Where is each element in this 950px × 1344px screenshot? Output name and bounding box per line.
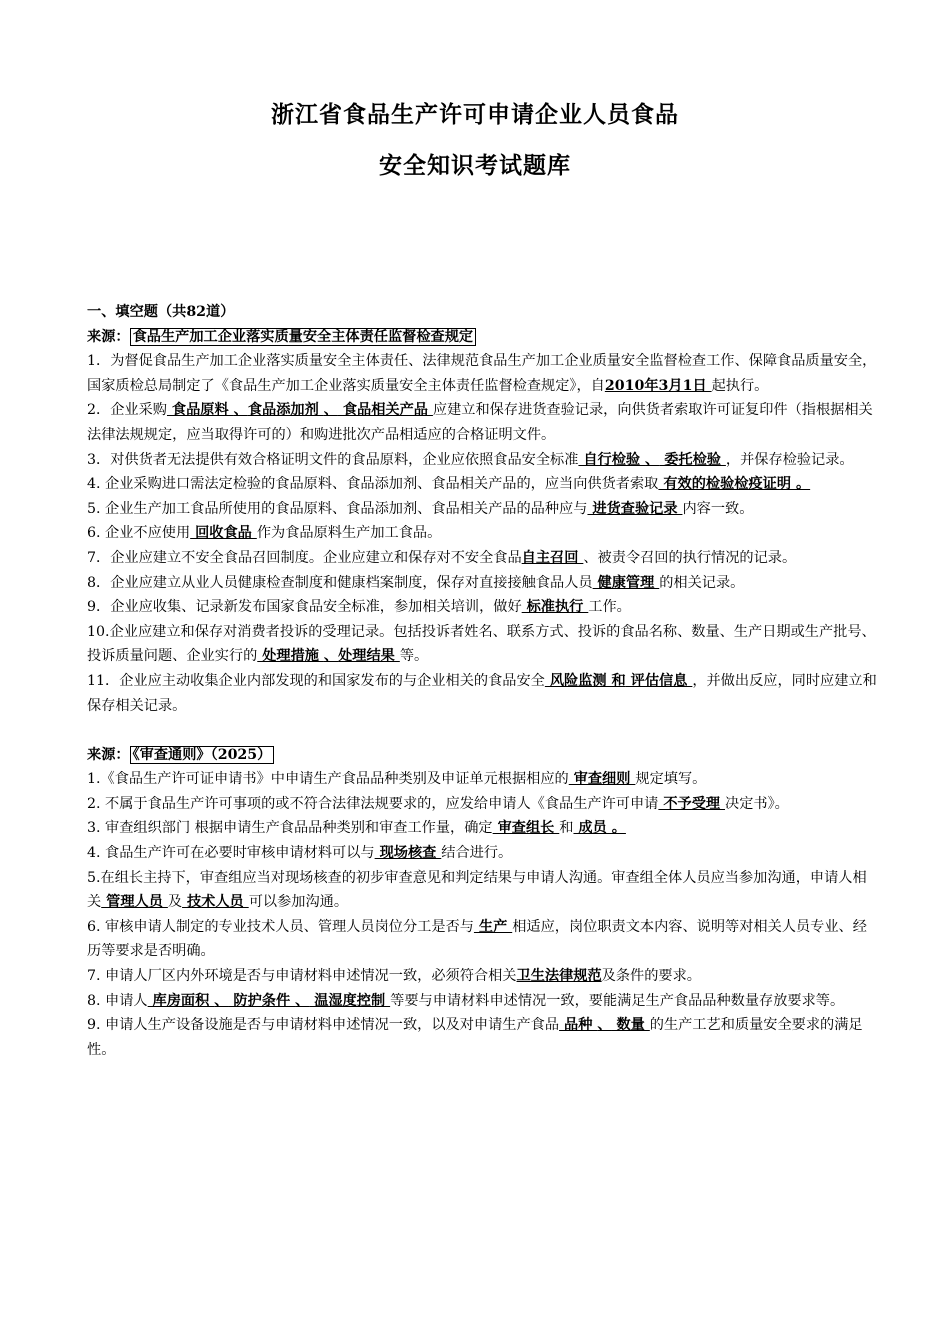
answer-blank: 、 bbox=[233, 402, 248, 419]
answer-blank: 健康管理 bbox=[592, 574, 660, 591]
question-text: ，并做出反应，同时应建立和保存相关记录。 bbox=[87, 672, 877, 714]
question-text: 10.企业应建立和保存对消费者投诉的受理记录。包括投诉者姓名、联系方式、投诉的食品名称、数量、生产日期或生产批号、投诉质量问题、企业实行的 bbox=[87, 623, 876, 665]
question-item bbox=[87, 866, 877, 915]
question-item bbox=[87, 521, 877, 546]
answer-blank: 和 bbox=[611, 672, 626, 689]
question-text: 1.《食品生产许可证申请书》中申请生产食品品种类别及申证单元根据相应的 bbox=[87, 771, 569, 788]
question-text: 5.在组长主持下，审查组应当对现场核查的初步审查意见和判定结果与申请人沟通。审查组全体人员应当参加沟通，申请人相关 bbox=[87, 869, 867, 911]
section-gap bbox=[87, 718, 877, 743]
question-item bbox=[87, 620, 877, 669]
question-text: 2. 不属于食品生产许可事项的或不符合法律法规要求的，应发给申请人《食品生产许可申请 bbox=[87, 795, 659, 812]
question-text: 7. 申请人厂区内外环境是否与申请材料申述情况一致，必须符合相关 bbox=[87, 968, 517, 985]
question-item bbox=[87, 595, 877, 620]
question-item bbox=[87, 472, 877, 497]
question-text: 的相关记录。 bbox=[659, 574, 745, 591]
question-text: 等。 bbox=[399, 648, 429, 665]
question-item bbox=[87, 792, 877, 817]
answer-blank: 管理人员 bbox=[101, 894, 168, 911]
answer-blank: 审查组长 bbox=[492, 820, 560, 837]
question-text: ，并保存检验记录。 bbox=[725, 451, 854, 468]
question-text: 内容一致。 bbox=[682, 500, 754, 517]
question-item bbox=[87, 571, 877, 596]
question-text: 3. 审查组织部门 根据申请生产食品品种类别和审查工作量，确定 bbox=[87, 820, 493, 837]
question-text: 9. 申请人生产设备设施是否与申请材料申述情况一致，以及对申请生产食品 bbox=[87, 1017, 560, 1034]
question-text: 相适应，岗位职责文本内容、说明等对相关人员专业、经历等要求是否明确。 bbox=[87, 918, 867, 960]
answer-blank: 防护条件 bbox=[228, 992, 296, 1009]
question-text: 决定书》。 bbox=[725, 795, 789, 812]
answer-blank: 、 bbox=[323, 402, 338, 419]
source-box: 《审查通则》（2025） bbox=[130, 746, 275, 764]
answer-blank: 温湿度控制 bbox=[309, 992, 391, 1009]
question-text: 、被责令召回的执行情况的记录。 bbox=[583, 549, 797, 566]
question-item bbox=[87, 841, 877, 866]
question-text: 工作。 bbox=[588, 599, 631, 616]
question-text: 应建立和保存进货查验记录，向供货者索取许可证复印件（指根据相关法律法规规定，应当取得许可的）和购进批次产品相适应的合格证明文件。 bbox=[87, 402, 873, 443]
answer-blank: 品种 bbox=[559, 1017, 598, 1034]
answer-blank: 数量 bbox=[611, 1017, 650, 1034]
question-text: 及条件的要求。 bbox=[601, 968, 701, 985]
question-text: 6. 企业不应使用 bbox=[87, 525, 191, 542]
answer-blank: 标准执行 bbox=[521, 599, 589, 616]
answer-blank: 、 bbox=[323, 648, 339, 665]
answer-blank: 成员 。 bbox=[573, 820, 626, 837]
answer-blank: 技术人员 bbox=[182, 894, 249, 911]
question-text: 4. 食品生产许可在必要时审核申请材料可以与 bbox=[87, 845, 375, 862]
question-item bbox=[87, 349, 877, 398]
question-item bbox=[87, 448, 877, 473]
question-item bbox=[87, 989, 877, 1014]
question-text: 规定填写。 bbox=[635, 771, 707, 788]
question-item bbox=[87, 398, 877, 447]
answer-blank: 自主召回 bbox=[521, 549, 584, 566]
question-text: 6. 审核申请人制定的专业技术人员、管理人员岗位分工是否与 bbox=[87, 918, 474, 935]
source-line bbox=[87, 325, 877, 350]
source-box: 食品生产加工企业落实质量安全主体责任监督检查规定 bbox=[130, 328, 477, 346]
answer-blank: 、 bbox=[295, 992, 310, 1009]
question-item bbox=[87, 767, 877, 792]
answer-blank: 、 bbox=[645, 451, 660, 468]
section-title: 一、填空题（共82道） bbox=[87, 304, 235, 320]
answer-blank: 风险监测 bbox=[544, 672, 612, 689]
question-text: 5. 企业生产加工食品所使用的食品原料、食品添加剂、食品相关产品的品种应与 bbox=[87, 500, 588, 517]
answer-blank: 处理措施 bbox=[257, 648, 324, 665]
source-label: 来源： bbox=[87, 746, 130, 763]
answer-blank: 2010年3月1日 bbox=[604, 377, 712, 394]
question-item bbox=[87, 546, 877, 571]
answer-blank: 生产 bbox=[473, 918, 513, 935]
question-item bbox=[87, 669, 877, 718]
question-text: 作为食品原料生产加工食品。 bbox=[256, 525, 442, 542]
answer-blank: 食品原料 bbox=[166, 402, 234, 419]
question-text: 及 bbox=[167, 894, 183, 911]
document-title-line2: 安全知识考试题库 bbox=[379, 153, 571, 179]
question-bank-body bbox=[87, 300, 877, 1062]
question-text: 等要与申请材料申述情况一致，要能满足生产食品品种数量存放要求等。 bbox=[390, 992, 845, 1009]
answer-blank: 审查细则 bbox=[568, 771, 636, 788]
answer-blank: 不予受理 bbox=[658, 795, 726, 812]
answer-blank: 卫生法律规范 bbox=[516, 968, 602, 985]
answer-blank: 自行检验 bbox=[578, 451, 646, 468]
question-item bbox=[87, 1013, 877, 1062]
question-text: 8. 申请人 bbox=[87, 992, 148, 1009]
question-text: 可以参加沟通。 bbox=[248, 894, 349, 911]
answer-blank: 回收食品 bbox=[190, 525, 257, 542]
answer-blank: 、 bbox=[597, 1017, 612, 1034]
answer-blank: 食品添加剂 bbox=[247, 402, 324, 419]
source-label: 来源： bbox=[87, 328, 130, 345]
source-line bbox=[87, 743, 877, 768]
question-text: 的生产工艺和质量安全要求的满足性。 bbox=[87, 1017, 863, 1058]
question-item bbox=[87, 816, 877, 841]
question-item bbox=[87, 915, 877, 964]
question-text: 结合进行。 bbox=[441, 845, 513, 862]
question-text: 11．企业应主动收集企业内部发现的和国家发布的与企业相关的食品安全 bbox=[87, 672, 545, 689]
question-text: 1．为督促食品生产加工企业落实质量安全主体责任、法律规范食品生产加工企业质量安全监督检查工作、保障食品质量安全，国家质检总局制定了《食品生产加工企业落实质量安全主体责任监督检查规定》，自 bbox=[87, 353, 877, 394]
answer-blank: 处理结果 bbox=[338, 648, 400, 665]
answer-blank: 有效的检验检疫证明 。 bbox=[658, 476, 811, 493]
question-text: 7．企业应建立不安全食品召回制度。企业应建立和保存对不安全食品 bbox=[87, 549, 522, 566]
answer-blank: 库房面积 bbox=[147, 992, 215, 1009]
question-text: 9．企业应收集、记录新发布国家食品安全标准，参加相关培训，做好 bbox=[87, 599, 522, 616]
answer-blank: 食品相关产品 bbox=[337, 402, 433, 419]
question-item bbox=[87, 497, 877, 522]
answer-blank: 委托检验 bbox=[659, 451, 726, 468]
question-text: 8．企业应建立从业人员健康检查制度和健康档案制度，保存对直接接触食品人员 bbox=[87, 574, 593, 591]
answer-blank: 评估信息 bbox=[625, 672, 693, 689]
question-text: 2．企业采购 bbox=[87, 402, 167, 419]
question-text: 4. 企业采购进口需法定检验的食品原料、食品添加剂、食品相关产品的，应当向供货者索取 bbox=[87, 476, 659, 493]
question-item bbox=[87, 964, 877, 989]
document-title-line1: 浙江省食品生产许可申请企业人员食品 bbox=[271, 102, 679, 128]
answer-blank: 现场核查 bbox=[374, 845, 442, 862]
question-text: 和 bbox=[559, 820, 574, 837]
question-text: 3．对供货者无法提供有效合格证明文件的食品原料，企业应依照食品安全标准 bbox=[87, 451, 579, 468]
question-text: 起执行。 bbox=[711, 377, 769, 394]
answer-blank: 进货查验记录 bbox=[587, 500, 683, 517]
answer-blank: 、 bbox=[214, 992, 229, 1009]
